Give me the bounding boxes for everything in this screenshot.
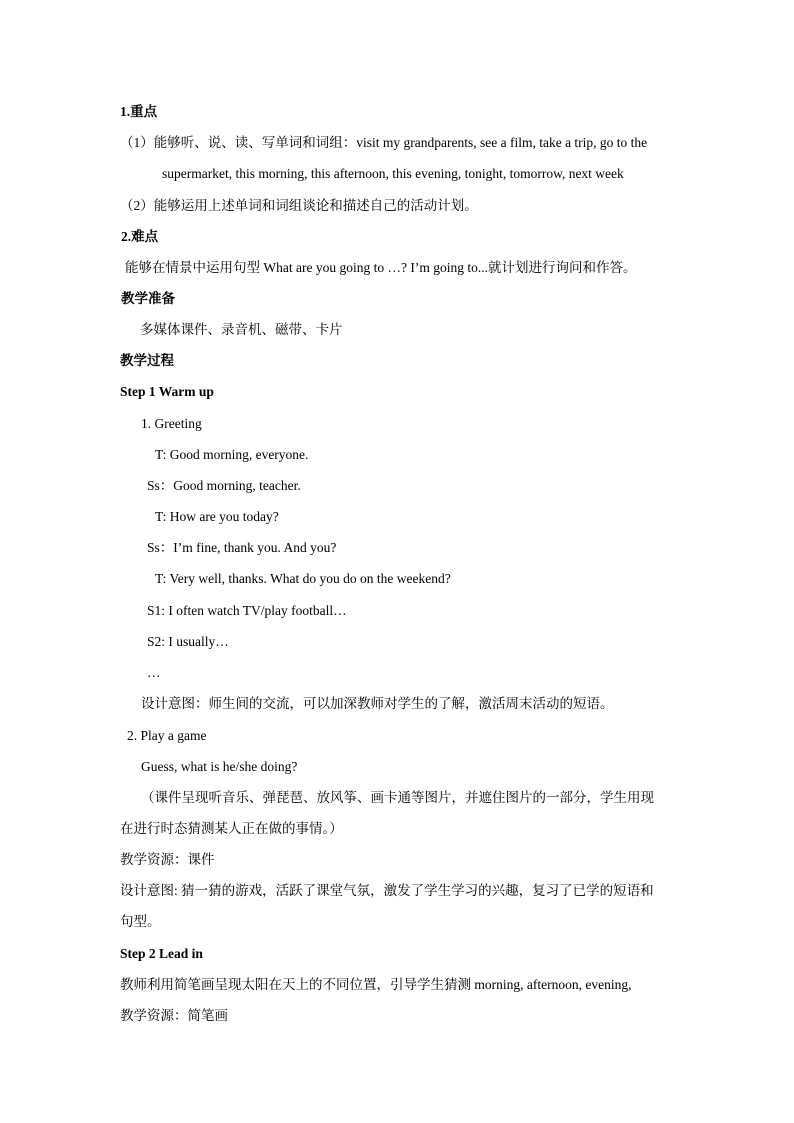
focus-item-2: （2）能够运用上述单词和词组谈论和描述自己的活动计划。 (120, 198, 478, 213)
game-description-line-2: 在进行时态猜测某人正在做的事情。） (120, 821, 343, 836)
difficulty-heading: 2.难点 (121, 229, 159, 244)
focus-item-1-line-1: （1）能够听、说、读、写单词和词组：visit my grandparents, see a film, take a trip, go to the (120, 135, 648, 150)
teaching-resource-1: 教学资源：课件 (120, 852, 215, 867)
step1-heading: Step 1 Warm up (120, 384, 214, 399)
preparation-heading: 教学准备 (121, 291, 175, 306)
game-description-line-1: （课件呈现听音乐、弹琵琶、放风筝、画卡通等图片，并遮住图片的一部分，学生用现 (141, 790, 654, 805)
design-intent-1: 设计意图：师生间的交流，可以加深教师对学生的了解，激活周末活动的短语。 (141, 696, 614, 711)
design-intent-2-line-2: 句型。 (120, 914, 161, 929)
process-heading: 教学过程 (120, 353, 174, 368)
dialogue-line: S1: I often watch TV/play football… (147, 603, 347, 618)
difficulty-text: 能够在情景中运用句型 What are you going to …? I’m going to...就计划进行询问和作答。 (125, 260, 637, 275)
game-question: Guess, what is he/she doing? (141, 759, 298, 774)
teaching-resource-2: 教学资源：简笔画 (120, 1008, 228, 1023)
focus-item-1-line-2: supermarket, this morning, this afternoon, this evening, tonight, tomorrow, next week (162, 166, 624, 181)
dialogue-line: Ss：I’m fine, thank you. And you? (147, 540, 337, 555)
preparation-text: 多媒体课件、录音机、磁带、卡片 (140, 322, 343, 337)
dialogue-line: T: Good morning, everyone. (155, 447, 309, 462)
dialogue-line: Ss：Good morning, teacher. (147, 478, 301, 493)
focus-heading: 1.重点 (120, 104, 158, 119)
design-intent-2-line-1: 设计意图: 猜一猜的游戏，活跃了课堂气氛，激发了学生学习的兴趣，复习了已学的短语和 (120, 883, 654, 898)
dialogue-line: … (147, 665, 161, 680)
dialogue-line: T: Very well, thanks. What do you do on the weekend? (155, 571, 451, 586)
game-title: 2. Play a game (127, 728, 207, 743)
dialogue-line: S2: I usually… (147, 634, 229, 649)
step2-text: 教师利用简笔画呈现太阳在天上的不同位置，引导学生猜测 morning, afternoon, evening, (120, 977, 632, 992)
dialogue-line: T: How are you today? (155, 509, 279, 524)
step2-heading: Step 2 Lead in (120, 946, 203, 961)
greeting-title: 1. Greeting (141, 416, 202, 431)
